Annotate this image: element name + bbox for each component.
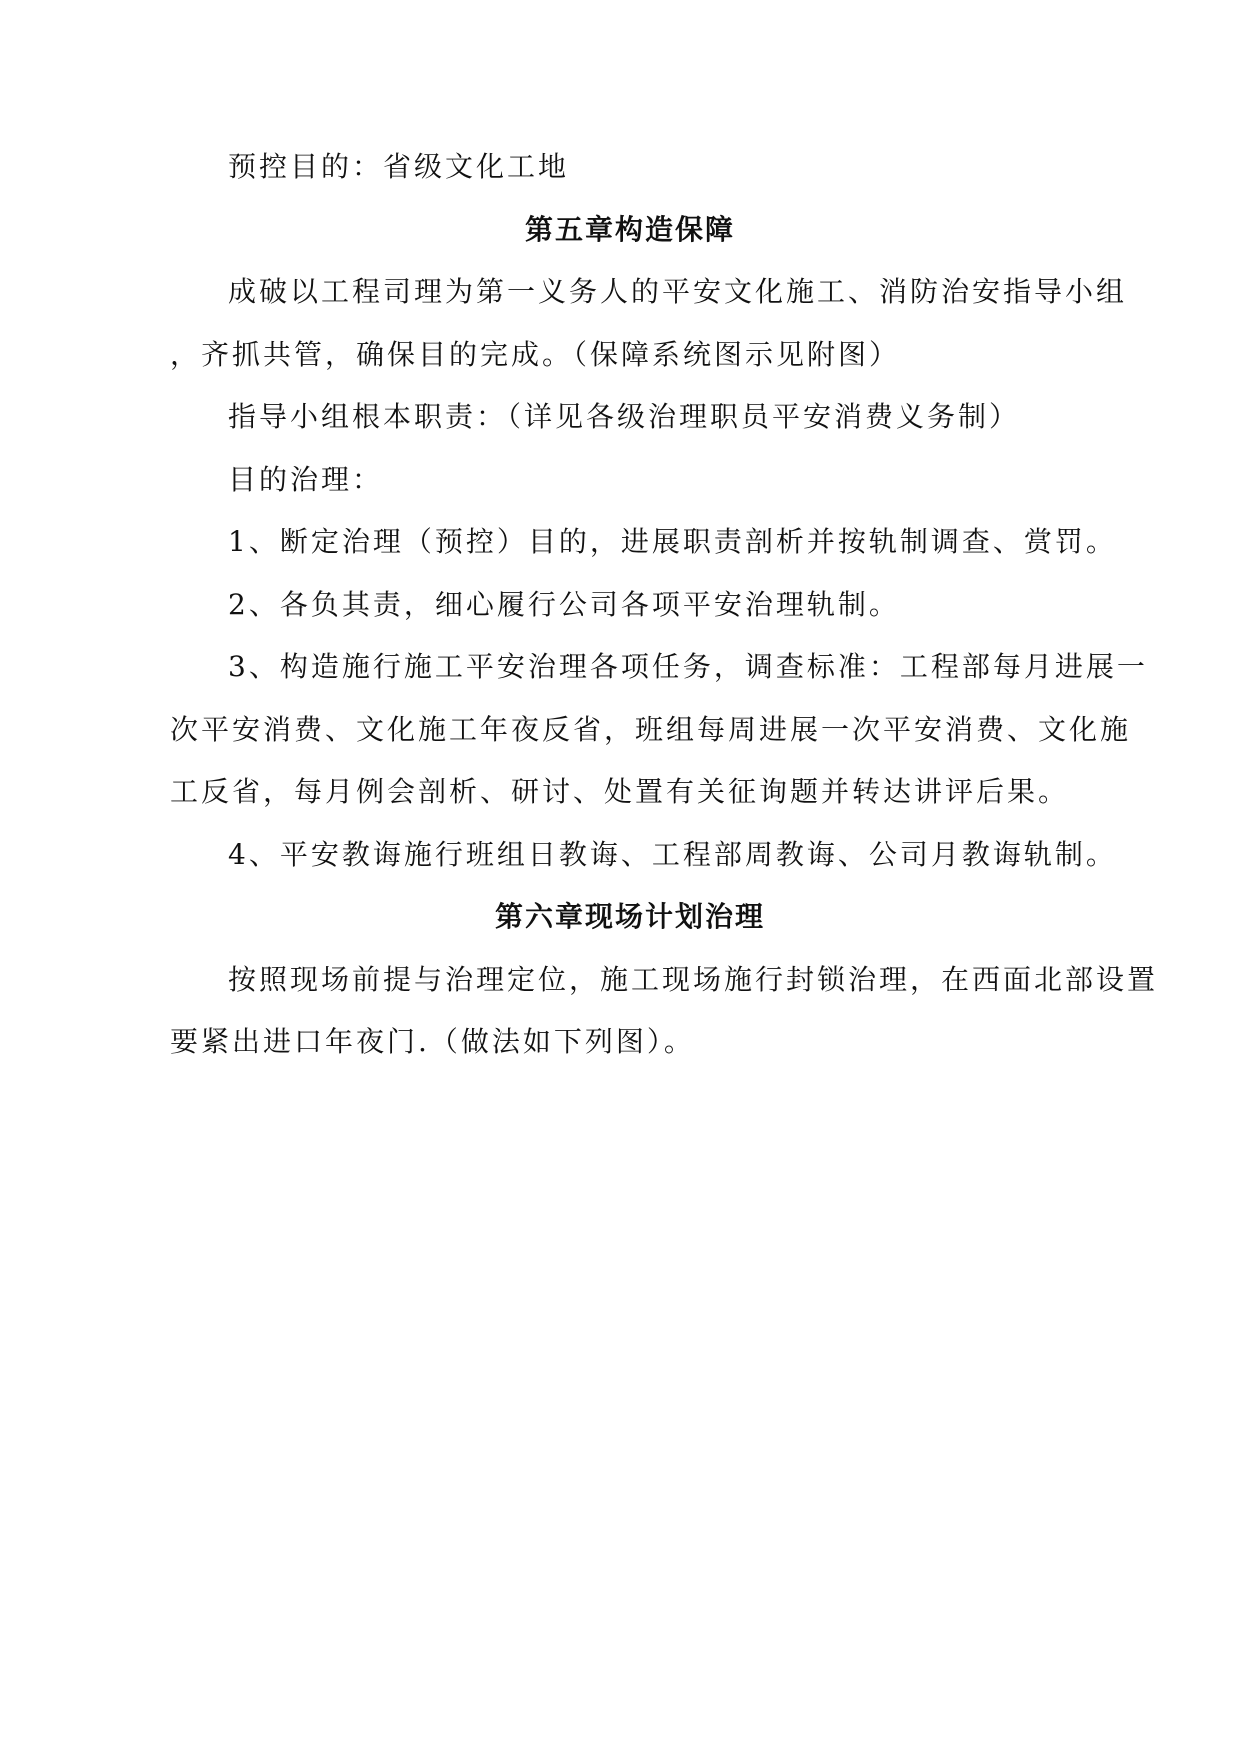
paragraph-line: 按照现场前提与治理定位，施工现场施行封锁治理，在西面北部设置 <box>228 962 1159 996</box>
document-body <box>170 136 1159 1074</box>
list-item: 1、断定治理（预控）目的，进展职责剖析并按轨制调查、赏罚。 <box>228 525 1117 558</box>
list-item: 3、构造施行施工平安治理各项任务，调查标准：工程部每月进展一 <box>228 650 1148 683</box>
list-item-continuation: 工反省，每月例会剖析、研讨、处置有关征询题并转达讲评后果。 <box>170 775 1070 808</box>
chapter-six-heading: 第六章现场计划治理 <box>494 900 765 933</box>
paragraph-line: 要紧出进口年夜门.（做法如下列图）。 <box>170 1025 695 1058</box>
paragraph-line: 目的治理： <box>228 462 384 496</box>
paragraph-line: ，齐抓共管，确保目的完成。（保障系统图示见附图） <box>170 337 901 371</box>
list-item-continuation: 次平安消费、文化施工年夜反省，班组每周进展一次平安消费、文化施 <box>170 712 1132 746</box>
list-item: 2、各负其责，细心履行公司各项平安治理轨制。 <box>228 587 900 621</box>
paragraph-line: 指导小组根本职责：（详见各级治理职员平安消费义务制） <box>228 400 1021 433</box>
paragraph-line: 成破以工程司理为第一义务人的平安文化施工、消防治安指导小组 <box>228 275 1128 308</box>
list-item: 4、平安教诲施行班组日教诲、工程部周教诲、公司月教诲轨制。 <box>228 837 1117 871</box>
paragraph-target-line: 预控目的：省级文化工地 <box>228 150 570 183</box>
chapter-five-heading: 第五章构造保障 <box>524 212 735 246</box>
